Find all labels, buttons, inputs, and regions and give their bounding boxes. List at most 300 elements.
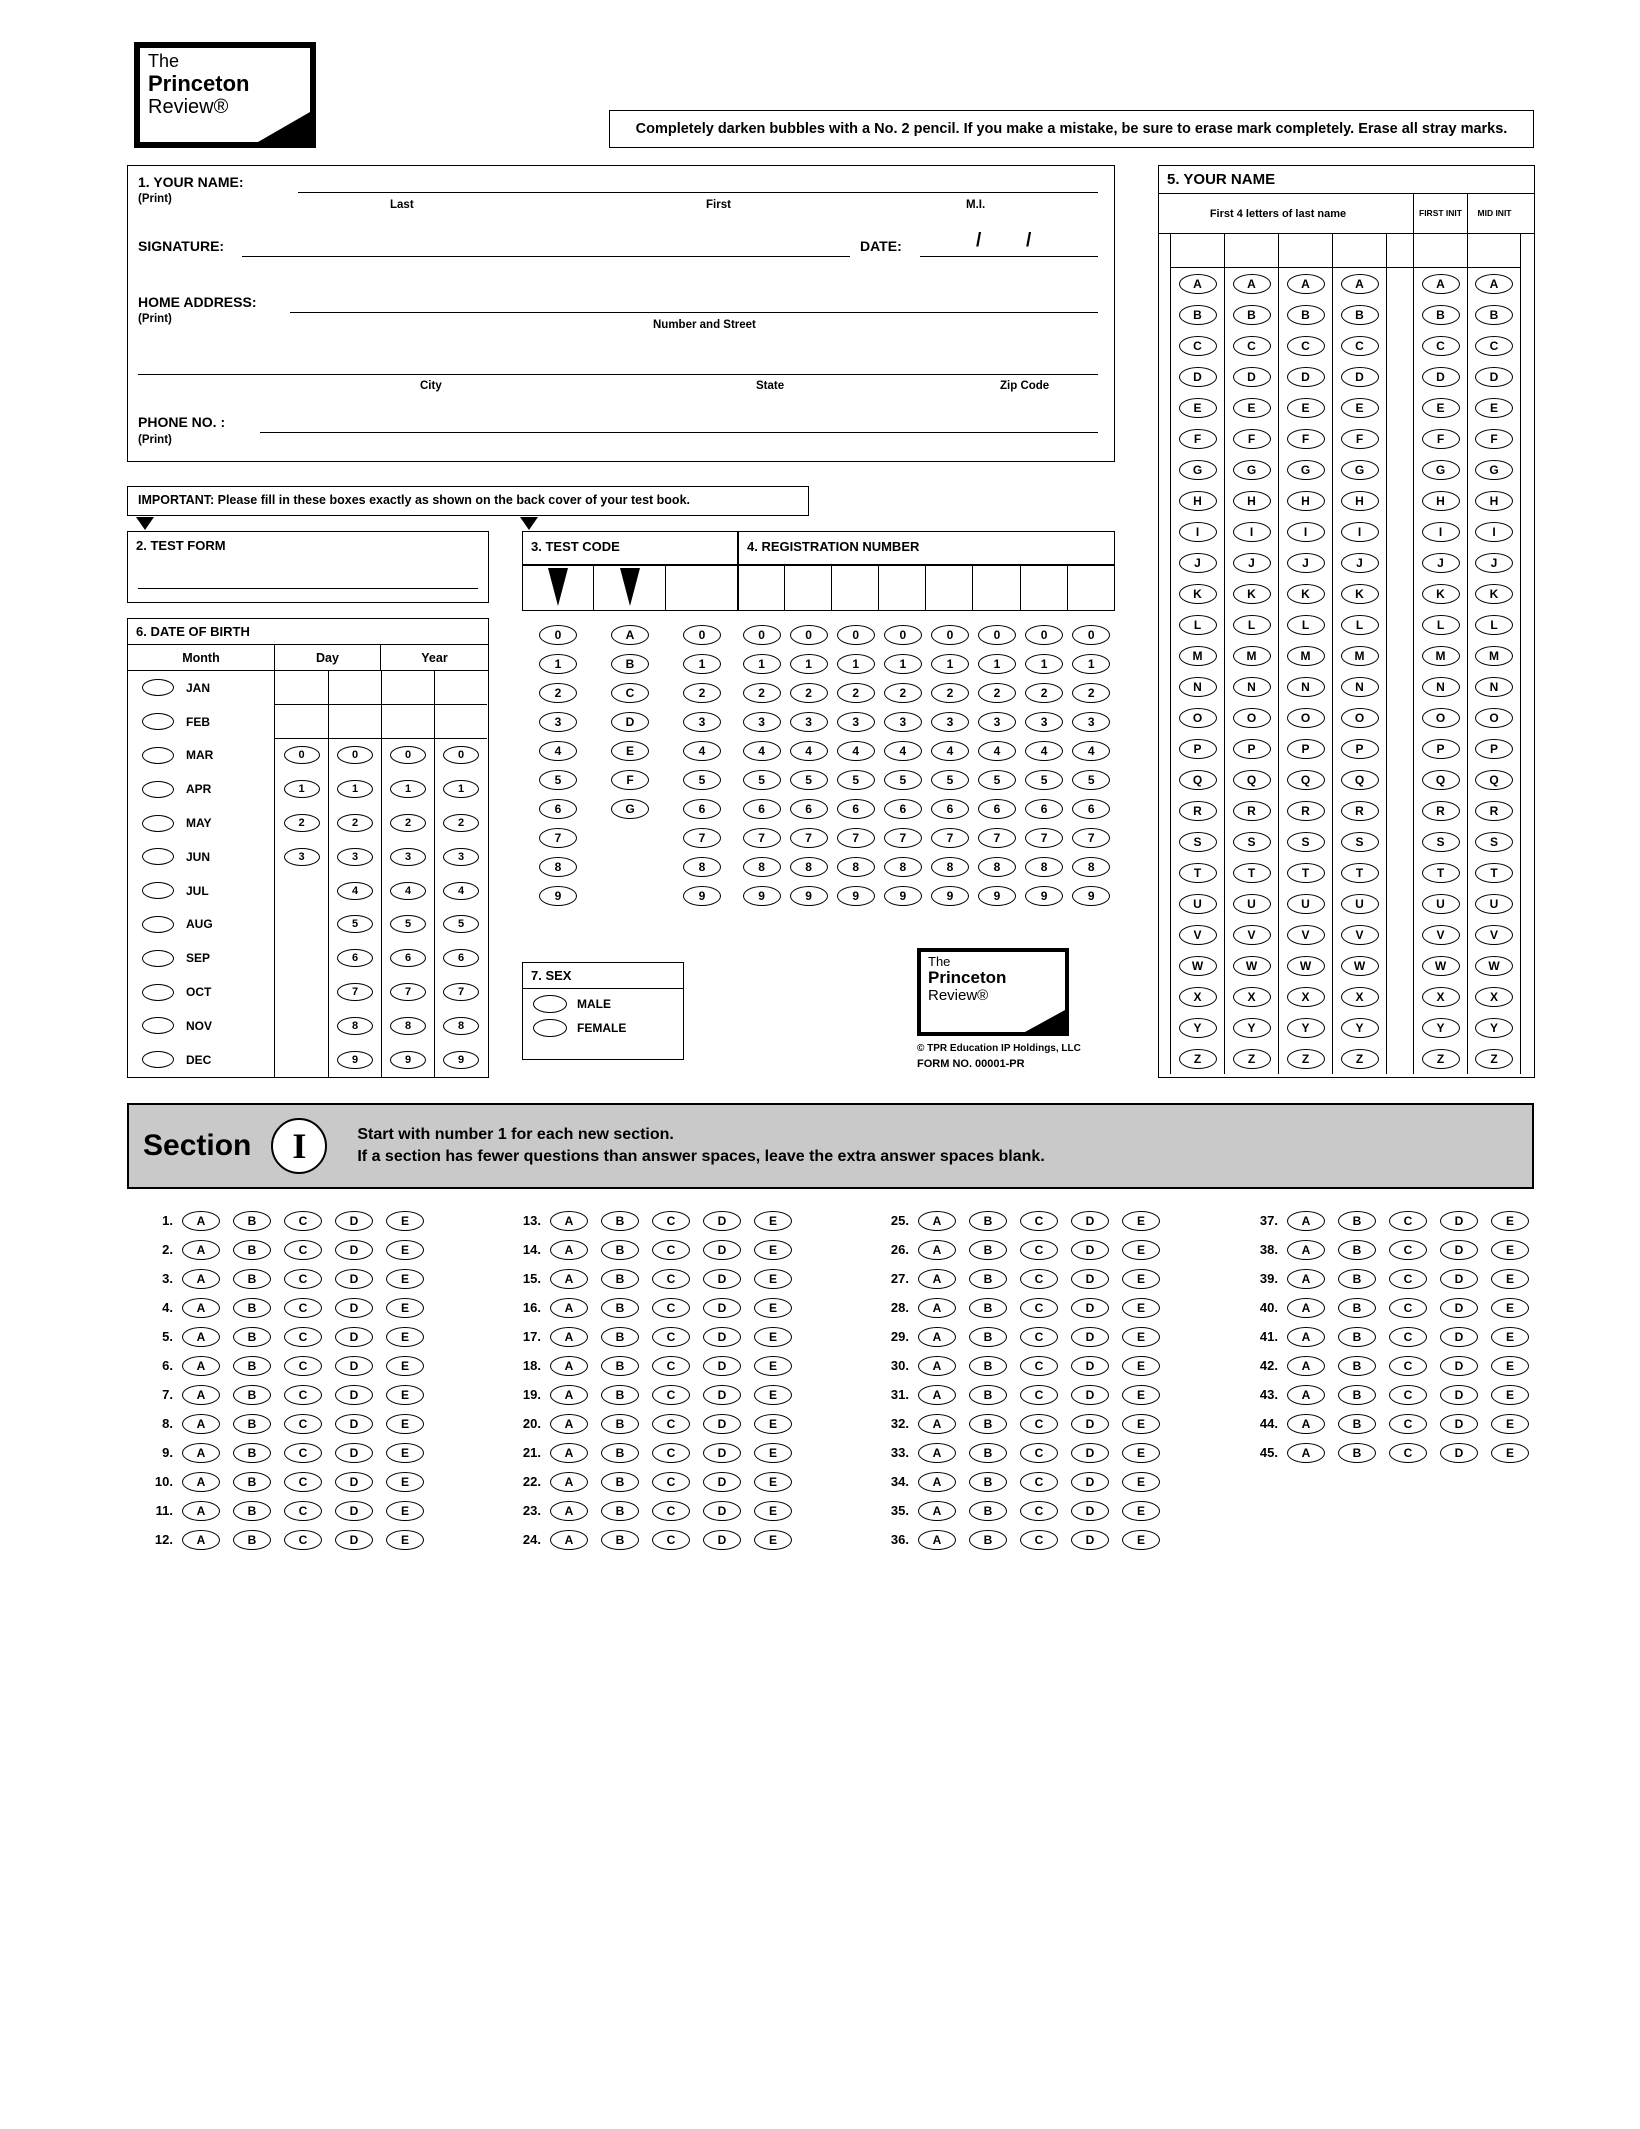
q25-choice-C[interactable]: C (1020, 1211, 1058, 1231)
q10-choice-B[interactable]: B (233, 1472, 271, 1492)
name-last-2-bubble-S[interactable]: S (1233, 832, 1271, 852)
name-first-init-bubble-E[interactable]: E (1422, 398, 1460, 418)
registration-cell-3[interactable] (832, 565, 879, 611)
date-write-line[interactable] (920, 256, 1098, 257)
name-mid-init-bubble-N[interactable]: N (1475, 677, 1513, 697)
q4-choice-E[interactable]: E (386, 1298, 424, 1318)
q38-choice-D[interactable]: D (1440, 1240, 1478, 1260)
name-mid-init-bubble-W[interactable]: W (1475, 956, 1513, 976)
name-mid-init-bubble-D[interactable]: D (1475, 367, 1513, 387)
dob-day-tens-bubble-0[interactable]: 0 (284, 746, 320, 764)
name-last-2-bubble-M[interactable]: M (1233, 646, 1271, 666)
q21-choice-E[interactable]: E (754, 1443, 792, 1463)
name-last-4-bubble-S[interactable]: S (1341, 832, 1379, 852)
q43-choice-A[interactable]: A (1287, 1385, 1325, 1405)
name-last-1-bubble-K[interactable]: K (1179, 584, 1217, 604)
dob-year-tens-bubble-1[interactable]: 1 (390, 780, 426, 798)
write-in-cell-mid-init[interactable] (1468, 234, 1520, 268)
q7-choice-E[interactable]: E (386, 1385, 424, 1405)
registration-col1-bubble-5[interactable]: 5 (743, 770, 781, 790)
dob-year-ones-bubble-7[interactable]: 7 (443, 983, 479, 1001)
q36-choice-C[interactable]: C (1020, 1530, 1058, 1550)
q35-choice-D[interactable]: D (1071, 1501, 1109, 1521)
q29-choice-E[interactable]: E (1122, 1327, 1160, 1347)
dob-day-ones-bubble-0[interactable]: 0 (337, 746, 373, 764)
q40-choice-A[interactable]: A (1287, 1298, 1325, 1318)
name-first-init-bubble-R[interactable]: R (1422, 801, 1460, 821)
q16-choice-A[interactable]: A (550, 1298, 588, 1318)
q39-choice-B[interactable]: B (1338, 1269, 1376, 1289)
q45-choice-A[interactable]: A (1287, 1443, 1325, 1463)
name-last-3-bubble-T[interactable]: T (1287, 863, 1325, 883)
registration-col1-bubble-0[interactable]: 0 (743, 625, 781, 645)
q34-choice-B[interactable]: B (969, 1472, 1007, 1492)
q33-choice-D[interactable]: D (1071, 1443, 1109, 1463)
sex-male-bubble[interactable] (533, 995, 567, 1013)
q41-choice-C[interactable]: C (1389, 1327, 1427, 1347)
q17-choice-B[interactable]: B (601, 1327, 639, 1347)
q11-choice-C[interactable]: C (284, 1501, 322, 1521)
registration-col3-bubble-3[interactable]: 3 (837, 712, 875, 732)
registration-col1-bubble-9[interactable]: 9 (743, 886, 781, 906)
registration-cell-1[interactable] (738, 565, 785, 611)
dob-month-bubble-jun[interactable] (142, 848, 174, 865)
registration-col8-bubble-0[interactable]: 0 (1072, 625, 1110, 645)
q14-choice-B[interactable]: B (601, 1240, 639, 1260)
name-last-3-bubble-M[interactable]: M (1287, 646, 1325, 666)
q13-choice-E[interactable]: E (754, 1211, 792, 1231)
q4-choice-A[interactable]: A (182, 1298, 220, 1318)
name-last-4-bubble-Y[interactable]: Y (1341, 1018, 1379, 1038)
test-code-col1-bubble-4[interactable]: 4 (539, 741, 577, 761)
registration-col4-bubble-0[interactable]: 0 (884, 625, 922, 645)
q41-choice-D[interactable]: D (1440, 1327, 1478, 1347)
q41-choice-B[interactable]: B (1338, 1327, 1376, 1347)
registration-col6-bubble-1[interactable]: 1 (978, 654, 1016, 674)
registration-col6-bubble-7[interactable]: 7 (978, 828, 1016, 848)
name-last-3-bubble-G[interactable]: G (1287, 460, 1325, 480)
q27-choice-D[interactable]: D (1071, 1269, 1109, 1289)
dob-year-tens-bubble-7[interactable]: 7 (390, 983, 426, 1001)
test-code-col3-bubble-3[interactable]: 3 (683, 712, 721, 732)
q5-choice-D[interactable]: D (335, 1327, 373, 1347)
q27-choice-A[interactable]: A (918, 1269, 956, 1289)
dob-day-tens-bubble-1[interactable]: 1 (284, 780, 320, 798)
name-last-4-bubble-D[interactable]: D (1341, 367, 1379, 387)
name-last-3-bubble-J[interactable]: J (1287, 553, 1325, 573)
q42-choice-A[interactable]: A (1287, 1356, 1325, 1376)
name-last-1-bubble-W[interactable]: W (1179, 956, 1217, 976)
name-last-3-bubble-E[interactable]: E (1287, 398, 1325, 418)
registration-col4-bubble-5[interactable]: 5 (884, 770, 922, 790)
test-code-col1-bubble-0[interactable]: 0 (539, 625, 577, 645)
name-last-4-bubble-E[interactable]: E (1341, 398, 1379, 418)
test-code-col3-bubble-8[interactable]: 8 (683, 857, 721, 877)
q4-choice-C[interactable]: C (284, 1298, 322, 1318)
q1-choice-D[interactable]: D (335, 1211, 373, 1231)
name-first-init-bubble-U[interactable]: U (1422, 894, 1460, 914)
q42-choice-D[interactable]: D (1440, 1356, 1478, 1376)
name-mid-init-bubble-Q[interactable]: Q (1475, 770, 1513, 790)
q12-choice-B[interactable]: B (233, 1530, 271, 1550)
name-last-4-bubble-V[interactable]: V (1341, 925, 1379, 945)
dob-day-ones-bubble-3[interactable]: 3 (337, 848, 373, 866)
name-last-2-bubble-J[interactable]: J (1233, 553, 1271, 573)
name-last-2-bubble-B[interactable]: B (1233, 305, 1271, 325)
dob-year-ones-bubble-0[interactable]: 0 (443, 746, 479, 764)
name-first-init-bubble-L[interactable]: L (1422, 615, 1460, 635)
q39-choice-C[interactable]: C (1389, 1269, 1427, 1289)
name-mid-init-bubble-A[interactable]: A (1475, 274, 1513, 294)
q11-choice-A[interactable]: A (182, 1501, 220, 1521)
name-last-3-bubble-V[interactable]: V (1287, 925, 1325, 945)
dob-year-tens-write-in-2[interactable] (382, 705, 434, 739)
name-last-1-bubble-N[interactable]: N (1179, 677, 1217, 697)
name-last-1-bubble-L[interactable]: L (1179, 615, 1217, 635)
name-last-3-bubble-S[interactable]: S (1287, 832, 1325, 852)
q6-choice-D[interactable]: D (335, 1356, 373, 1376)
q19-choice-A[interactable]: A (550, 1385, 588, 1405)
q35-choice-E[interactable]: E (1122, 1501, 1160, 1521)
q18-choice-B[interactable]: B (601, 1356, 639, 1376)
dob-year-ones-write-in-2[interactable] (435, 705, 487, 739)
q24-choice-D[interactable]: D (703, 1530, 741, 1550)
name-first-init-bubble-V[interactable]: V (1422, 925, 1460, 945)
q6-choice-E[interactable]: E (386, 1356, 424, 1376)
q31-choice-C[interactable]: C (1020, 1385, 1058, 1405)
dob-month-bubble-may[interactable] (142, 815, 174, 832)
registration-col3-bubble-0[interactable]: 0 (837, 625, 875, 645)
write-in-cell-last-3[interactable] (1279, 234, 1332, 268)
registration-col1-bubble-3[interactable]: 3 (743, 712, 781, 732)
registration-col7-bubble-6[interactable]: 6 (1025, 799, 1063, 819)
name-last-4-bubble-J[interactable]: J (1341, 553, 1379, 573)
q33-choice-E[interactable]: E (1122, 1443, 1160, 1463)
q38-choice-A[interactable]: A (1287, 1240, 1325, 1260)
q45-choice-C[interactable]: C (1389, 1443, 1427, 1463)
address-write-line[interactable] (290, 312, 1098, 313)
q18-choice-C[interactable]: C (652, 1356, 690, 1376)
q25-choice-E[interactable]: E (1122, 1211, 1160, 1231)
name-last-2-bubble-Q[interactable]: Q (1233, 770, 1271, 790)
signature-write-line[interactable] (242, 256, 850, 257)
registration-col4-bubble-9[interactable]: 9 (884, 886, 922, 906)
q43-choice-E[interactable]: E (1491, 1385, 1529, 1405)
name-mid-init-bubble-E[interactable]: E (1475, 398, 1513, 418)
dob-year-ones-write-in-1[interactable] (435, 671, 487, 705)
q38-choice-E[interactable]: E (1491, 1240, 1529, 1260)
dob-day-tens-bubble-3[interactable]: 3 (284, 848, 320, 866)
q21-choice-D[interactable]: D (703, 1443, 741, 1463)
q2-choice-B[interactable]: B (233, 1240, 271, 1260)
name-mid-init-bubble-Z[interactable]: Z (1475, 1049, 1513, 1069)
dob-year-ones-bubble-8[interactable]: 8 (443, 1017, 479, 1035)
write-in-cell-first-init[interactable] (1414, 234, 1467, 268)
q20-choice-D[interactable]: D (703, 1414, 741, 1434)
q1-choice-B[interactable]: B (233, 1211, 271, 1231)
name-last-3-bubble-N[interactable]: N (1287, 677, 1325, 697)
name-last-2-bubble-E[interactable]: E (1233, 398, 1271, 418)
q42-choice-E[interactable]: E (1491, 1356, 1529, 1376)
q16-choice-C[interactable]: C (652, 1298, 690, 1318)
q33-choice-A[interactable]: A (918, 1443, 956, 1463)
dob-year-ones-bubble-1[interactable]: 1 (443, 780, 479, 798)
name-mid-init-bubble-R[interactable]: R (1475, 801, 1513, 821)
q14-choice-A[interactable]: A (550, 1240, 588, 1260)
name-last-1-bubble-O[interactable]: O (1179, 708, 1217, 728)
q1-choice-A[interactable]: A (182, 1211, 220, 1231)
name-first-init-bubble-O[interactable]: O (1422, 708, 1460, 728)
name-last-2-bubble-F[interactable]: F (1233, 429, 1271, 449)
q29-choice-B[interactable]: B (969, 1327, 1007, 1347)
q3-choice-A[interactable]: A (182, 1269, 220, 1289)
registration-col6-bubble-6[interactable]: 6 (978, 799, 1016, 819)
name-last-1-bubble-J[interactable]: J (1179, 553, 1217, 573)
q28-choice-E[interactable]: E (1122, 1298, 1160, 1318)
q38-choice-C[interactable]: C (1389, 1240, 1427, 1260)
registration-cell-2[interactable] (785, 565, 832, 611)
name-mid-init-bubble-O[interactable]: O (1475, 708, 1513, 728)
q34-choice-D[interactable]: D (1071, 1472, 1109, 1492)
q32-choice-D[interactable]: D (1071, 1414, 1109, 1434)
q43-choice-D[interactable]: D (1440, 1385, 1478, 1405)
dob-day-tens-write-in-2[interactable] (275, 705, 328, 739)
registration-cell-8[interactable] (1068, 565, 1115, 611)
q19-choice-D[interactable]: D (703, 1385, 741, 1405)
test-code-col3-bubble-5[interactable]: 5 (683, 770, 721, 790)
q14-choice-C[interactable]: C (652, 1240, 690, 1260)
write-in-cell-last-4[interactable] (1333, 234, 1386, 268)
q25-choice-A[interactable]: A (918, 1211, 956, 1231)
dob-day-ones-bubble-5[interactable]: 5 (337, 915, 373, 933)
q11-choice-B[interactable]: B (233, 1501, 271, 1521)
dob-day-ones-bubble-9[interactable]: 9 (337, 1051, 373, 1069)
q15-choice-D[interactable]: D (703, 1269, 741, 1289)
q37-choice-A[interactable]: A (1287, 1211, 1325, 1231)
q12-choice-E[interactable]: E (386, 1530, 424, 1550)
q29-choice-D[interactable]: D (1071, 1327, 1109, 1347)
q20-choice-B[interactable]: B (601, 1414, 639, 1434)
q20-choice-C[interactable]: C (652, 1414, 690, 1434)
q25-choice-D[interactable]: D (1071, 1211, 1109, 1231)
registration-col4-bubble-2[interactable]: 2 (884, 683, 922, 703)
q23-choice-C[interactable]: C (652, 1501, 690, 1521)
name-mid-init-bubble-X[interactable]: X (1475, 987, 1513, 1007)
registration-col2-bubble-5[interactable]: 5 (790, 770, 828, 790)
name-last-2-bubble-V[interactable]: V (1233, 925, 1271, 945)
name-mid-init-bubble-C[interactable]: C (1475, 336, 1513, 356)
registration-col3-bubble-4[interactable]: 4 (837, 741, 875, 761)
name-last-2-bubble-P[interactable]: P (1233, 739, 1271, 759)
registration-col8-bubble-5[interactable]: 5 (1072, 770, 1110, 790)
q44-choice-B[interactable]: B (1338, 1414, 1376, 1434)
q3-choice-B[interactable]: B (233, 1269, 271, 1289)
q15-choice-C[interactable]: C (652, 1269, 690, 1289)
name-last-3-bubble-D[interactable]: D (1287, 367, 1325, 387)
dob-year-tens-bubble-2[interactable]: 2 (390, 814, 426, 832)
q25-choice-B[interactable]: B (969, 1211, 1007, 1231)
registration-cell-4[interactable] (879, 565, 926, 611)
name-first-init-bubble-Z[interactable]: Z (1422, 1049, 1460, 1069)
name-mid-init-bubble-S[interactable]: S (1475, 832, 1513, 852)
phone-write-line[interactable] (260, 432, 1098, 433)
q43-choice-C[interactable]: C (1389, 1385, 1427, 1405)
q40-choice-E[interactable]: E (1491, 1298, 1529, 1318)
name-first-init-bubble-N[interactable]: N (1422, 677, 1460, 697)
name-last-3-bubble-Z[interactable]: Z (1287, 1049, 1325, 1069)
name-last-4-bubble-K[interactable]: K (1341, 584, 1379, 604)
q2-choice-E[interactable]: E (386, 1240, 424, 1260)
name-last-4-bubble-T[interactable]: T (1341, 863, 1379, 883)
q8-choice-D[interactable]: D (335, 1414, 373, 1434)
q22-choice-D[interactable]: D (703, 1472, 741, 1492)
q26-choice-E[interactable]: E (1122, 1240, 1160, 1260)
q7-choice-C[interactable]: C (284, 1385, 322, 1405)
test-code-col2-bubble-C[interactable]: C (611, 683, 649, 703)
registration-col7-bubble-4[interactable]: 4 (1025, 741, 1063, 761)
q6-choice-A[interactable]: A (182, 1356, 220, 1376)
name-last-1-bubble-M[interactable]: M (1179, 646, 1217, 666)
name-last-3-bubble-F[interactable]: F (1287, 429, 1325, 449)
name-first-init-bubble-T[interactable]: T (1422, 863, 1460, 883)
test-code-col1-bubble-6[interactable]: 6 (539, 799, 577, 819)
q8-choice-B[interactable]: B (233, 1414, 271, 1434)
registration-col2-bubble-4[interactable]: 4 (790, 741, 828, 761)
name-last-4-bubble-C[interactable]: C (1341, 336, 1379, 356)
dob-year-tens-bubble-8[interactable]: 8 (390, 1017, 426, 1035)
test-code-cell-2[interactable] (594, 565, 666, 611)
name-last-3-bubble-X[interactable]: X (1287, 987, 1325, 1007)
q31-choice-B[interactable]: B (969, 1385, 1007, 1405)
write-in-cell-last-2[interactable] (1225, 234, 1278, 268)
q45-choice-D[interactable]: D (1440, 1443, 1478, 1463)
name-last-1-bubble-B[interactable]: B (1179, 305, 1217, 325)
q12-choice-C[interactable]: C (284, 1530, 322, 1550)
name-first-init-bubble-D[interactable]: D (1422, 367, 1460, 387)
test-code-cell-3[interactable] (666, 565, 738, 611)
test-code-col3-bubble-6[interactable]: 6 (683, 799, 721, 819)
q34-choice-E[interactable]: E (1122, 1472, 1160, 1492)
registration-col8-bubble-6[interactable]: 6 (1072, 799, 1110, 819)
q36-choice-E[interactable]: E (1122, 1530, 1160, 1550)
q23-choice-B[interactable]: B (601, 1501, 639, 1521)
registration-col8-bubble-9[interactable]: 9 (1072, 886, 1110, 906)
q33-choice-C[interactable]: C (1020, 1443, 1058, 1463)
q35-choice-B[interactable]: B (969, 1501, 1007, 1521)
name-first-init-bubble-J[interactable]: J (1422, 553, 1460, 573)
q10-choice-E[interactable]: E (386, 1472, 424, 1492)
registration-col5-bubble-6[interactable]: 6 (931, 799, 969, 819)
name-last-1-bubble-X[interactable]: X (1179, 987, 1217, 1007)
q6-choice-C[interactable]: C (284, 1356, 322, 1376)
name-last-1-bubble-S[interactable]: S (1179, 832, 1217, 852)
name-last-2-bubble-D[interactable]: D (1233, 367, 1271, 387)
q22-choice-B[interactable]: B (601, 1472, 639, 1492)
registration-col5-bubble-9[interactable]: 9 (931, 886, 969, 906)
q26-choice-A[interactable]: A (918, 1240, 956, 1260)
registration-col2-bubble-2[interactable]: 2 (790, 683, 828, 703)
registration-col4-bubble-1[interactable]: 1 (884, 654, 922, 674)
q7-choice-D[interactable]: D (335, 1385, 373, 1405)
q11-choice-D[interactable]: D (335, 1501, 373, 1521)
q39-choice-A[interactable]: A (1287, 1269, 1325, 1289)
q45-choice-E[interactable]: E (1491, 1443, 1529, 1463)
q30-choice-E[interactable]: E (1122, 1356, 1160, 1376)
name-last-2-bubble-U[interactable]: U (1233, 894, 1271, 914)
registration-col8-bubble-8[interactable]: 8 (1072, 857, 1110, 877)
q26-choice-D[interactable]: D (1071, 1240, 1109, 1260)
name-mid-init-bubble-B[interactable]: B (1475, 305, 1513, 325)
q45-choice-B[interactable]: B (1338, 1443, 1376, 1463)
q13-choice-D[interactable]: D (703, 1211, 741, 1231)
name-last-2-bubble-Y[interactable]: Y (1233, 1018, 1271, 1038)
q30-choice-C[interactable]: C (1020, 1356, 1058, 1376)
q39-choice-D[interactable]: D (1440, 1269, 1478, 1289)
q34-choice-C[interactable]: C (1020, 1472, 1058, 1492)
q14-choice-E[interactable]: E (754, 1240, 792, 1260)
name-last-2-bubble-K[interactable]: K (1233, 584, 1271, 604)
q15-choice-E[interactable]: E (754, 1269, 792, 1289)
name-first-init-bubble-C[interactable]: C (1422, 336, 1460, 356)
write-in-cell-last-1[interactable] (1171, 234, 1224, 268)
dob-month-bubble-feb[interactable] (142, 713, 174, 730)
name-first-init-bubble-X[interactable]: X (1422, 987, 1460, 1007)
q22-choice-E[interactable]: E (754, 1472, 792, 1492)
address-line2[interactable] (138, 374, 1098, 375)
registration-col8-bubble-1[interactable]: 1 (1072, 654, 1110, 674)
registration-col1-bubble-2[interactable]: 2 (743, 683, 781, 703)
q29-choice-C[interactable]: C (1020, 1327, 1058, 1347)
registration-col7-bubble-1[interactable]: 1 (1025, 654, 1063, 674)
dob-year-ones-bubble-5[interactable]: 5 (443, 915, 479, 933)
q40-choice-C[interactable]: C (1389, 1298, 1427, 1318)
q9-choice-A[interactable]: A (182, 1443, 220, 1463)
q2-choice-C[interactable]: C (284, 1240, 322, 1260)
registration-col3-bubble-9[interactable]: 9 (837, 886, 875, 906)
q31-choice-D[interactable]: D (1071, 1385, 1109, 1405)
name-last-3-bubble-P[interactable]: P (1287, 739, 1325, 759)
name-last-4-bubble-G[interactable]: G (1341, 460, 1379, 480)
name-last-3-bubble-I[interactable]: I (1287, 522, 1325, 542)
name-last-4-bubble-F[interactable]: F (1341, 429, 1379, 449)
name-first-init-bubble-P[interactable]: P (1422, 739, 1460, 759)
q13-choice-C[interactable]: C (652, 1211, 690, 1231)
q40-choice-B[interactable]: B (1338, 1298, 1376, 1318)
dob-day-ones-write-in-2[interactable] (329, 705, 381, 739)
q5-choice-A[interactable]: A (182, 1327, 220, 1347)
registration-col6-bubble-5[interactable]: 5 (978, 770, 1016, 790)
name-last-4-bubble-I[interactable]: I (1341, 522, 1379, 542)
test-code-col2-bubble-A[interactable]: A (611, 625, 649, 645)
q23-choice-E[interactable]: E (754, 1501, 792, 1521)
q37-choice-C[interactable]: C (1389, 1211, 1427, 1231)
q32-choice-C[interactable]: C (1020, 1414, 1058, 1434)
registration-col3-bubble-7[interactable]: 7 (837, 828, 875, 848)
name-last-1-bubble-G[interactable]: G (1179, 460, 1217, 480)
name-last-4-bubble-B[interactable]: B (1341, 305, 1379, 325)
q24-choice-B[interactable]: B (601, 1530, 639, 1550)
name-last-4-bubble-O[interactable]: O (1341, 708, 1379, 728)
registration-col2-bubble-0[interactable]: 0 (790, 625, 828, 645)
q32-choice-A[interactable]: A (918, 1414, 956, 1434)
name-first-init-bubble-F[interactable]: F (1422, 429, 1460, 449)
name-last-1-bubble-D[interactable]: D (1179, 367, 1217, 387)
name-last-1-bubble-T[interactable]: T (1179, 863, 1217, 883)
name-last-3-bubble-A[interactable]: A (1287, 274, 1325, 294)
registration-col2-bubble-7[interactable]: 7 (790, 828, 828, 848)
q30-choice-D[interactable]: D (1071, 1356, 1109, 1376)
q36-choice-B[interactable]: B (969, 1530, 1007, 1550)
